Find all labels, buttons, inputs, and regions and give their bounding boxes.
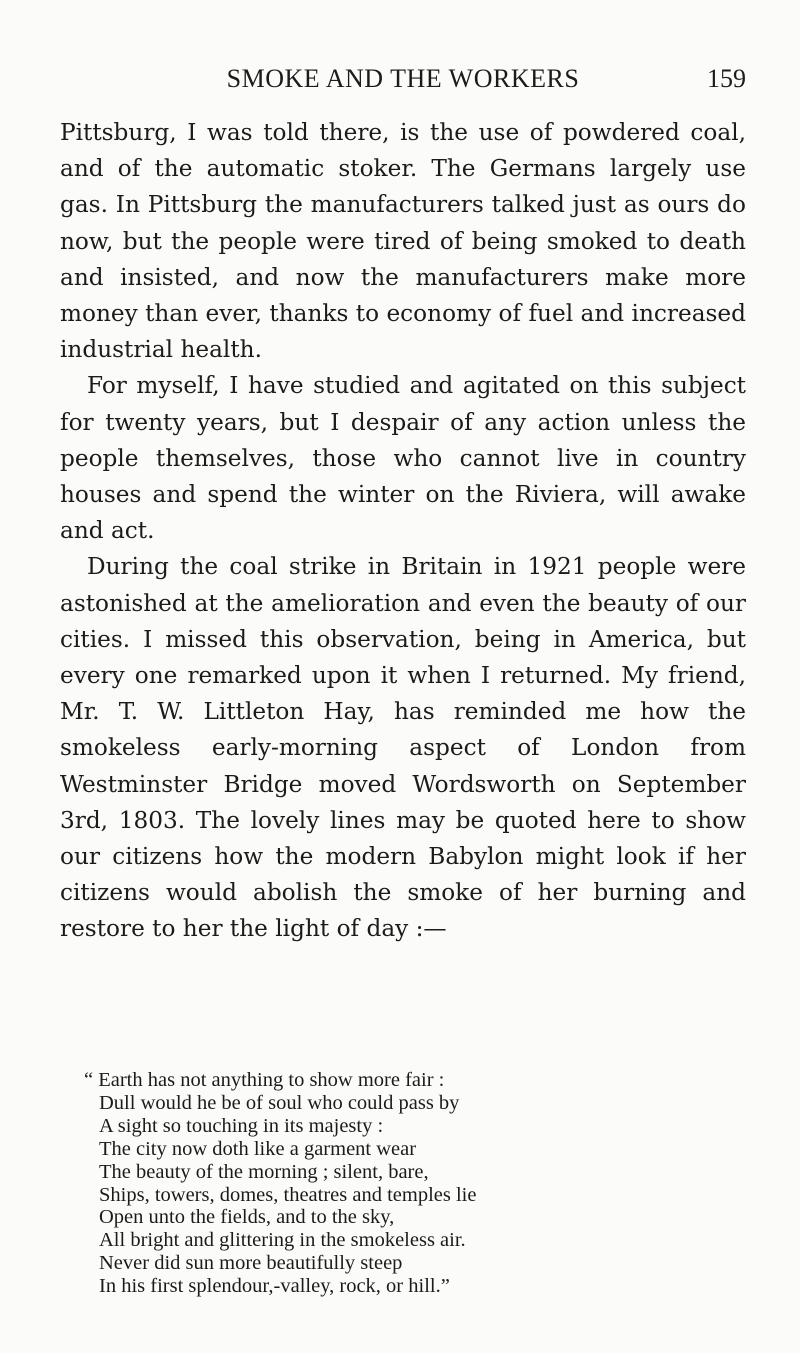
- poem-line: Ships, towers, domes, theatres and temples lie: [99, 1183, 477, 1206]
- page-header: [60, 64, 746, 94]
- quoted-poem: [84, 1069, 704, 1298]
- poem-line: A sight so touching in its majesty :: [99, 1114, 384, 1137]
- paragraph: During the coal strike in Britain in 1921 people were astonished at the amelioration and even the beauty of our cities. I missed this observation, being in America, but every one remarked upon it when I returned. My friend, Mr. T. W. Littleton Hay, has reminded me how the smokeless early-morning aspect of London from Westminster Bridge moved Wordsworth on September 3rd, 1803. The lovely lines may be quoted here to show our citizens how the modern Babylon might look if her citizens would abolish the smoke of her burning and restore to her the light of day :—: [60, 553, 746, 943]
- poem-line: “ Earth has not anything to show more fair :: [84, 1069, 445, 1091]
- poem-line: Never did sun more beautifully steep: [99, 1252, 403, 1275]
- poem-line: Dull would he be of soul who could pass by: [99, 1091, 460, 1114]
- poem-line: The city now doth like a garment wear: [99, 1137, 417, 1160]
- poem-line: Open unto the fields, and to the sky,: [99, 1206, 395, 1229]
- body-text: [60, 115, 746, 948]
- poem-line: All bright and glittering in the smokeless air.: [99, 1229, 466, 1252]
- paragraph: Pittsburg, I was told there, is the use of powdered coal, and of the automatic stoker. The Germans largely use gas. In Pittsburg the manufacturers talked just as ours do now, but the people were tired of being smoked to death and insisted, and now the manufacturers make more money than ever, thanks to economy of fuel and increased industrial health.: [60, 119, 746, 364]
- running-head: SMOKE AND THE WORKERS: [226, 64, 580, 93]
- poem-line: The beauty of the morning ; silent, bare,: [99, 1160, 429, 1183]
- poem-line: In his first splendour,-valley, rock, or hill.”: [99, 1275, 450, 1298]
- page-number: 159: [707, 64, 746, 93]
- paragraph: For myself, I have studied and agitated on this subject for twenty years, but I despair of any action unless the people themselves, those who cannot live in country houses and spend the winter on the Riviera, will awake and act.: [60, 372, 746, 545]
